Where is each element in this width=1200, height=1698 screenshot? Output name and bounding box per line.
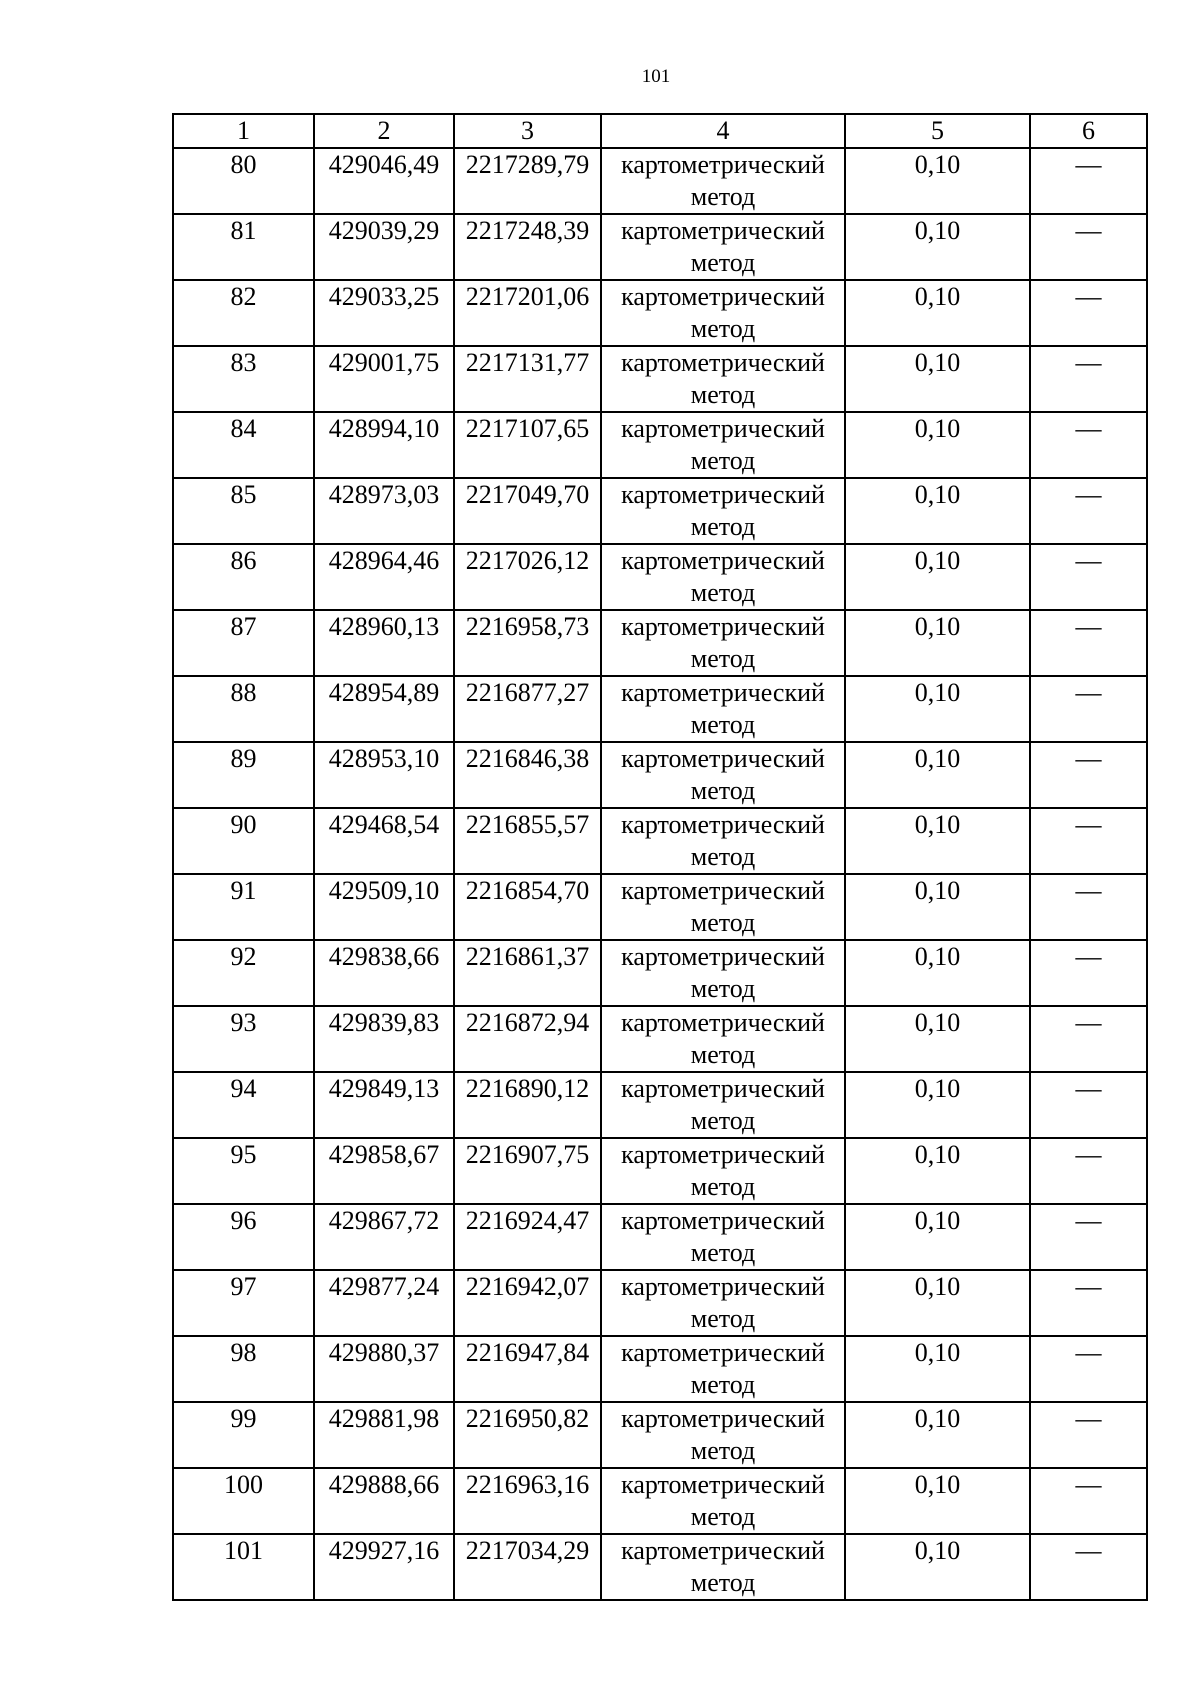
note-dash: — <box>1075 1074 1102 1103</box>
page-number: 101 <box>641 66 671 87</box>
method-cell <box>601 1204 845 1270</box>
table-row <box>173 1270 1147 1336</box>
note-cell <box>1030 1336 1147 1402</box>
method-line-1: картометрический <box>621 1536 825 1565</box>
y-coordinate-cell: 2216854,70 <box>454 874 601 940</box>
note-dash: — <box>1075 744 1102 773</box>
method-cell <box>601 1072 845 1138</box>
y-coordinate-cell: 2217131,77 <box>454 346 601 412</box>
method-line-2: метод <box>690 248 756 277</box>
note-cell <box>1030 478 1147 544</box>
header-col-1: 1 <box>173 114 314 148</box>
method-cell <box>601 544 845 610</box>
table-row <box>173 1006 1147 1072</box>
note-cell <box>1030 1138 1147 1204</box>
method-line-2: метод <box>690 1304 756 1333</box>
method-cell <box>601 148 845 214</box>
table-row <box>173 148 1147 214</box>
table-row <box>173 1534 1147 1600</box>
accuracy-cell: 0,10 <box>845 1402 1030 1468</box>
note-cell <box>1030 1072 1147 1138</box>
note-dash: — <box>1075 1140 1102 1169</box>
table-row <box>173 874 1147 940</box>
point-number-cell: 83 <box>173 346 314 412</box>
point-number-cell: 88 <box>173 676 314 742</box>
method-cell <box>601 1468 845 1534</box>
method-line-1: картометрический <box>621 1470 825 1499</box>
method-cell <box>601 1270 845 1336</box>
accuracy-cell: 0,10 <box>845 874 1030 940</box>
note-cell <box>1030 610 1147 676</box>
note-dash: — <box>1075 216 1102 245</box>
x-coordinate-cell: 429927,16 <box>314 1534 454 1600</box>
x-coordinate-cell: 429838,66 <box>314 940 454 1006</box>
point-number-cell: 86 <box>173 544 314 610</box>
note-cell <box>1030 808 1147 874</box>
accuracy-cell: 0,10 <box>845 1534 1030 1600</box>
x-coordinate-cell: 428960,13 <box>314 610 454 676</box>
x-coordinate-cell: 429881,98 <box>314 1402 454 1468</box>
accuracy-cell: 0,10 <box>845 1468 1030 1534</box>
method-line-2: метод <box>690 1370 756 1399</box>
table-row <box>173 610 1147 676</box>
header-col-3: 3 <box>454 114 601 148</box>
point-number-cell: 95 <box>173 1138 314 1204</box>
point-number-cell: 93 <box>173 1006 314 1072</box>
accuracy-cell: 0,10 <box>845 1072 1030 1138</box>
y-coordinate-cell: 2217107,65 <box>454 412 601 478</box>
method-line-1: картометрический <box>621 942 825 971</box>
accuracy-cell: 0,10 <box>845 280 1030 346</box>
method-cell <box>601 1006 845 1072</box>
x-coordinate-cell: 429867,72 <box>314 1204 454 1270</box>
method-line-1: картометрический <box>621 1206 825 1235</box>
method-line-1: картометрический <box>621 546 825 575</box>
method-line-2: метод <box>690 644 756 673</box>
method-line-2: метод <box>690 1238 756 1267</box>
y-coordinate-cell: 2216963,16 <box>454 1468 601 1534</box>
note-cell <box>1030 214 1147 280</box>
method-line-2: метод <box>690 1040 756 1069</box>
method-line-1: картометрический <box>621 612 825 641</box>
method-line-1: картометрический <box>621 744 825 773</box>
table-row <box>173 280 1147 346</box>
point-number-cell: 100 <box>173 1468 314 1534</box>
y-coordinate-cell: 2216877,27 <box>454 676 601 742</box>
note-dash: — <box>1075 1272 1102 1301</box>
method-line-1: картометрический <box>621 1140 825 1169</box>
method-line-2: метод <box>690 314 756 343</box>
y-coordinate-cell: 2217049,70 <box>454 478 601 544</box>
note-dash: — <box>1075 348 1102 377</box>
method-cell <box>601 346 845 412</box>
table-row <box>173 1468 1147 1534</box>
header-col-2: 2 <box>314 114 454 148</box>
method-line-1: картометрический <box>621 216 825 245</box>
method-cell <box>601 412 845 478</box>
accuracy-cell: 0,10 <box>845 346 1030 412</box>
method-line-1: картометрический <box>621 1008 825 1037</box>
accuracy-cell: 0,10 <box>845 676 1030 742</box>
header-col-5: 5 <box>845 114 1030 148</box>
point-number-cell: 89 <box>173 742 314 808</box>
point-number-cell: 91 <box>173 874 314 940</box>
point-number-cell: 94 <box>173 1072 314 1138</box>
method-cell <box>601 742 845 808</box>
note-cell <box>1030 1468 1147 1534</box>
y-coordinate-cell: 2217201,06 <box>454 280 601 346</box>
x-coordinate-cell: 428954,89 <box>314 676 454 742</box>
x-coordinate-cell: 429849,13 <box>314 1072 454 1138</box>
point-number-cell: 101 <box>173 1534 314 1600</box>
point-number-cell: 85 <box>173 478 314 544</box>
y-coordinate-cell: 2216872,94 <box>454 1006 601 1072</box>
table-row <box>173 1336 1147 1402</box>
point-number-cell: 98 <box>173 1336 314 1402</box>
note-dash: — <box>1075 678 1102 707</box>
note-dash: — <box>1075 1206 1102 1235</box>
note-dash: — <box>1075 480 1102 509</box>
point-number-cell: 84 <box>173 412 314 478</box>
y-coordinate-cell: 2217034,29 <box>454 1534 601 1600</box>
note-dash: — <box>1075 942 1102 971</box>
point-number-cell: 99 <box>173 1402 314 1468</box>
accuracy-cell: 0,10 <box>845 412 1030 478</box>
y-coordinate-cell: 2216947,84 <box>454 1336 601 1402</box>
y-coordinate-cell: 2216846,38 <box>454 742 601 808</box>
method-line-2: метод <box>690 446 756 475</box>
table-row <box>173 940 1147 1006</box>
note-cell <box>1030 412 1147 478</box>
note-cell <box>1030 676 1147 742</box>
point-number-cell: 80 <box>173 148 314 214</box>
note-dash: — <box>1075 1536 1102 1565</box>
accuracy-cell: 0,10 <box>845 214 1030 280</box>
method-cell <box>601 280 845 346</box>
method-cell <box>601 1138 845 1204</box>
y-coordinate-cell: 2216855,57 <box>454 808 601 874</box>
note-cell <box>1030 1204 1147 1270</box>
method-line-2: метод <box>690 1172 756 1201</box>
note-dash: — <box>1075 612 1102 641</box>
method-cell <box>601 1534 845 1600</box>
accuracy-cell: 0,10 <box>845 742 1030 808</box>
note-dash: — <box>1075 1470 1102 1499</box>
point-number-cell: 90 <box>173 808 314 874</box>
note-dash: — <box>1075 810 1102 839</box>
method-cell <box>601 1402 845 1468</box>
x-coordinate-cell: 429858,67 <box>314 1138 454 1204</box>
method-line-2: метод <box>690 1106 756 1135</box>
accuracy-cell: 0,10 <box>845 1336 1030 1402</box>
method-line-2: метод <box>690 776 756 805</box>
y-coordinate-cell: 2217289,79 <box>454 148 601 214</box>
coordinates-table <box>172 113 1148 1601</box>
note-cell <box>1030 1534 1147 1600</box>
y-coordinate-cell: 2216950,82 <box>454 1402 601 1468</box>
accuracy-cell: 0,10 <box>845 940 1030 1006</box>
note-dash: — <box>1075 876 1102 905</box>
point-number-cell: 87 <box>173 610 314 676</box>
method-line-2: метод <box>690 908 756 937</box>
method-cell <box>601 214 845 280</box>
note-dash: — <box>1075 1404 1102 1433</box>
table-header <box>173 114 1147 148</box>
table-row <box>173 676 1147 742</box>
method-line-2: метод <box>690 578 756 607</box>
note-cell <box>1030 1402 1147 1468</box>
y-coordinate-cell: 2217026,12 <box>454 544 601 610</box>
note-dash: — <box>1075 1338 1102 1367</box>
point-number-cell: 97 <box>173 1270 314 1336</box>
method-cell <box>601 478 845 544</box>
accuracy-cell: 0,10 <box>845 544 1030 610</box>
note-cell <box>1030 1270 1147 1336</box>
accuracy-cell: 0,10 <box>845 1138 1030 1204</box>
method-line-2: метод <box>690 512 756 541</box>
accuracy-cell: 0,10 <box>845 478 1030 544</box>
table-row <box>173 1204 1147 1270</box>
method-cell <box>601 874 845 940</box>
y-coordinate-cell: 2216942,07 <box>454 1270 601 1336</box>
x-coordinate-cell: 428953,10 <box>314 742 454 808</box>
accuracy-cell: 0,10 <box>845 610 1030 676</box>
x-coordinate-cell: 429509,10 <box>314 874 454 940</box>
note-cell <box>1030 346 1147 412</box>
method-cell <box>601 1336 845 1402</box>
method-line-2: метод <box>690 182 756 211</box>
accuracy-cell: 0,10 <box>845 1006 1030 1072</box>
x-coordinate-cell: 429033,25 <box>314 280 454 346</box>
method-line-2: метод <box>690 842 756 871</box>
table-row <box>173 478 1147 544</box>
table-row <box>173 1072 1147 1138</box>
method-line-1: картометрический <box>621 348 825 377</box>
header-row <box>173 114 1147 148</box>
y-coordinate-cell: 2216924,47 <box>454 1204 601 1270</box>
point-number-cell: 96 <box>173 1204 314 1270</box>
method-line-1: картометрический <box>621 1272 825 1301</box>
note-dash: — <box>1075 1008 1102 1037</box>
method-line-2: метод <box>690 974 756 1003</box>
note-cell <box>1030 544 1147 610</box>
note-cell <box>1030 280 1147 346</box>
table-row <box>173 412 1147 478</box>
x-coordinate-cell: 429001,75 <box>314 346 454 412</box>
method-line-1: картометрический <box>621 1404 825 1433</box>
accuracy-cell: 0,10 <box>845 1270 1030 1336</box>
x-coordinate-cell: 428973,03 <box>314 478 454 544</box>
method-line-1: картометрический <box>621 876 825 905</box>
method-cell <box>601 676 845 742</box>
table-row <box>173 1138 1147 1204</box>
note-dash: — <box>1075 150 1102 179</box>
table-row <box>173 214 1147 280</box>
x-coordinate-cell: 429877,24 <box>314 1270 454 1336</box>
accuracy-cell: 0,10 <box>845 808 1030 874</box>
method-line-1: картометрический <box>621 810 825 839</box>
y-coordinate-cell: 2216890,12 <box>454 1072 601 1138</box>
note-cell <box>1030 742 1147 808</box>
note-cell <box>1030 874 1147 940</box>
note-dash: — <box>1075 282 1102 311</box>
header-col-6: 6 <box>1030 114 1147 148</box>
note-cell <box>1030 1006 1147 1072</box>
method-line-1: картометрический <box>621 1338 825 1367</box>
method-line-1: картометрический <box>621 282 825 311</box>
point-number-cell: 92 <box>173 940 314 1006</box>
note-dash: — <box>1075 414 1102 443</box>
x-coordinate-cell: 429468,54 <box>314 808 454 874</box>
method-line-2: метод <box>690 380 756 409</box>
x-coordinate-cell: 429888,66 <box>314 1468 454 1534</box>
y-coordinate-cell: 2216861,37 <box>454 940 601 1006</box>
note-dash: — <box>1075 546 1102 575</box>
method-line-1: картометрический <box>621 1074 825 1103</box>
x-coordinate-cell: 429839,83 <box>314 1006 454 1072</box>
table-row <box>173 544 1147 610</box>
table-row <box>173 346 1147 412</box>
y-coordinate-cell: 2217248,39 <box>454 214 601 280</box>
method-line-1: картометрический <box>621 414 825 443</box>
table-row <box>173 742 1147 808</box>
y-coordinate-cell: 2216958,73 <box>454 610 601 676</box>
header-col-4: 4 <box>601 114 845 148</box>
method-line-1: картометрический <box>621 480 825 509</box>
table-body <box>173 148 1147 1600</box>
method-cell <box>601 940 845 1006</box>
table-row <box>173 1402 1147 1468</box>
note-cell <box>1030 940 1147 1006</box>
x-coordinate-cell: 429880,37 <box>314 1336 454 1402</box>
x-coordinate-cell: 429046,49 <box>314 148 454 214</box>
method-line-2: метод <box>690 1568 756 1597</box>
method-line-2: метод <box>690 1436 756 1465</box>
point-number-cell: 81 <box>173 214 314 280</box>
method-cell <box>601 610 845 676</box>
x-coordinate-cell: 428994,10 <box>314 412 454 478</box>
point-number-cell: 82 <box>173 280 314 346</box>
note-cell <box>1030 148 1147 214</box>
accuracy-cell: 0,10 <box>845 1204 1030 1270</box>
method-line-2: метод <box>690 1502 756 1531</box>
table-row <box>173 808 1147 874</box>
method-line-1: картометрический <box>621 150 825 179</box>
method-line-1: картометрический <box>621 678 825 707</box>
method-cell <box>601 808 845 874</box>
y-coordinate-cell: 2216907,75 <box>454 1138 601 1204</box>
accuracy-cell: 0,10 <box>845 148 1030 214</box>
x-coordinate-cell: 428964,46 <box>314 544 454 610</box>
x-coordinate-cell: 429039,29 <box>314 214 454 280</box>
method-line-2: метод <box>690 710 756 739</box>
